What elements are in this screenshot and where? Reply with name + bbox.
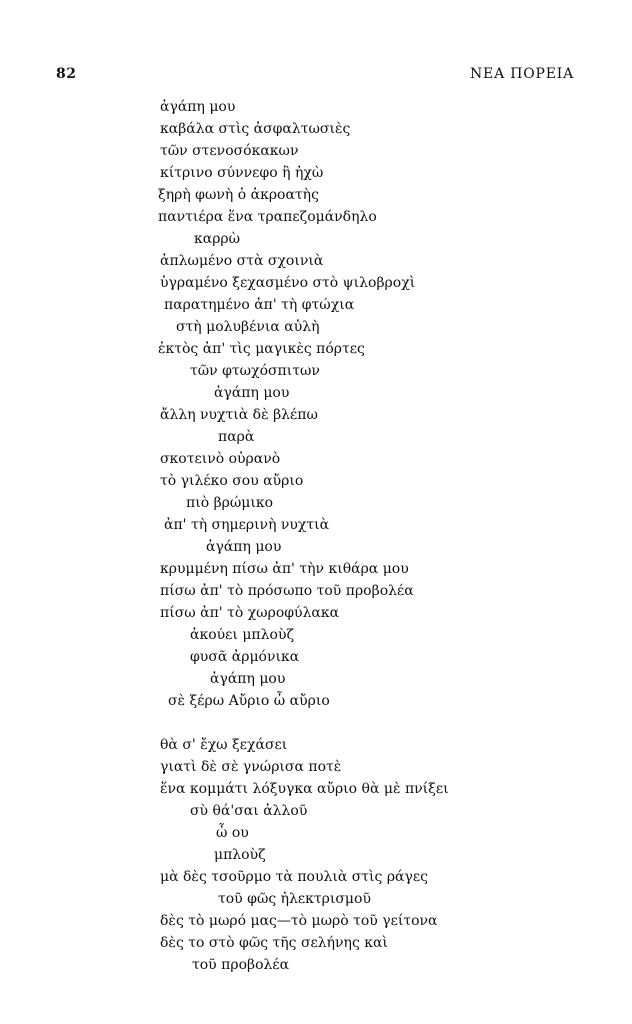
poem-line: ἀπ' τὴ σημερινὴ νυχτιὰ xyxy=(164,517,330,533)
running-title: ΝΕΑ ΠΟΡΕΙΑ xyxy=(470,66,574,82)
poem-line: τοῦ προβολέα xyxy=(192,957,290,973)
poem-line: ἀγάπη μου xyxy=(206,539,282,555)
poem-line: ἀγάπη μου xyxy=(214,385,290,401)
poem-line: πίσω ἀπ' τὸ χωροφύλακα xyxy=(160,605,340,621)
poem-line: τῶν στενοσόκακων xyxy=(160,143,299,159)
page-header xyxy=(0,66,632,90)
poem-line: πίσω ἀπ' τὸ πρόσωπο τοῦ προβολέα xyxy=(160,583,414,599)
poem-line: παντιέρα ἕνα τραπεζομάνδηλο xyxy=(158,209,377,225)
poem-line: ἀκούει μπλοὺζ xyxy=(190,627,295,643)
poem-line: σὺ θά'σαι ἀλλοῦ xyxy=(190,803,308,819)
poem-line: ἁπλωμένο στὰ σχοινιὰ xyxy=(160,253,324,269)
poem-line: φυσᾶ ἀρμόνικα xyxy=(190,649,300,665)
poem-line: ἐκτὸς ἀπ' τὶς μαγικὲς πόρτες xyxy=(158,341,365,357)
poem-line: δὲς τὸ μωρό μας—τὸ μωρὸ τοῦ γείτονα xyxy=(160,913,438,929)
poem-line: γιατὶ δὲ σὲ γνώρισα ποτὲ xyxy=(160,759,342,775)
poem-line: σὲ ξέρω Αὔριο ὦ αὔριο xyxy=(168,693,330,709)
poem-line: τὸ γιλέκο σου αὔριο xyxy=(160,473,304,489)
poem-line: ἕνα κομμάτι λόξυγκα αὔριο θὰ μὲ πνίξει xyxy=(160,781,449,797)
poem-line: τοῦ φῶς ἠλεκτρισμοῦ xyxy=(218,891,371,907)
poem-line: πιὸ βρώμικο xyxy=(186,495,274,511)
poem-line: ἀγάπη μου xyxy=(210,671,286,687)
poem-line: παρατημένο ἀπ' τὴ φτώχια xyxy=(164,297,355,313)
poem-line: παρὰ xyxy=(218,429,255,445)
poem-line: ὦ ου xyxy=(216,825,249,841)
poem-line: τῶν φτωχόσπιτων xyxy=(190,363,320,379)
poem-line: ἄλλη νυχτιὰ δὲ βλέπω xyxy=(160,407,318,423)
poem-line: ὑγραμένο ξεχασμένο στὸ ψιλοβροχὶ xyxy=(160,275,416,291)
page-number: 82 xyxy=(56,66,77,82)
poem-line: στὴ μολυβένια αὐλὴ xyxy=(176,319,320,335)
poem-line: ἀγάπη μου xyxy=(160,99,236,115)
poem-line: μπλοὺζ xyxy=(214,847,266,863)
poem-line: μὰ δὲς τσοῦρμο τὰ πουλιὰ στὶς ράγες xyxy=(160,869,428,885)
poem-line: δὲς το στὸ φῶς τῆς σελήνης καὶ xyxy=(160,935,388,951)
poem-line: σκοτεινὸ οὐρανὸ xyxy=(160,451,281,467)
poem-line: καβάλα στὶς ἀσφαλτωσιὲς xyxy=(160,121,351,137)
poem-line: κίτρινο σύννεφο ἢ ἠχὼ xyxy=(160,165,324,181)
poem-line: κρυμμένη πίσω ἀπ' τὴν κιθάρα μου xyxy=(160,561,409,577)
poem-line: ξηρὴ φωνὴ ὁ ἀκροατὴς xyxy=(158,187,319,203)
poem-line: καρρὼ xyxy=(194,231,241,247)
poem-line: θὰ σ' ἔχω ξεχάσει xyxy=(160,737,288,753)
